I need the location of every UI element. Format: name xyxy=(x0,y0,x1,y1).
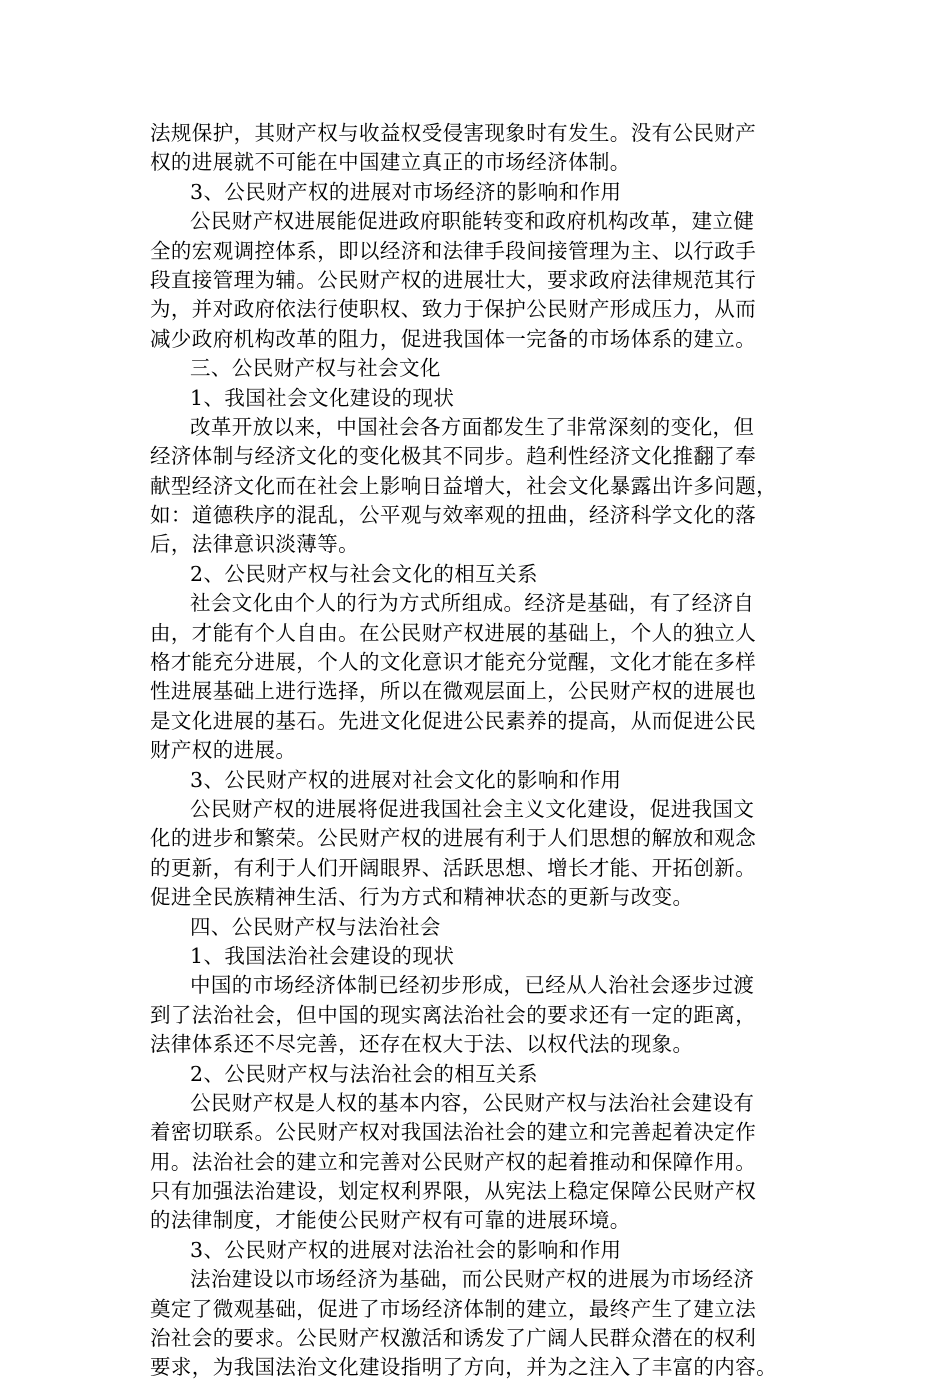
text-line: 2、公民财产权与法治社会的相互关系 xyxy=(190,1061,538,1086)
text-line: 公民财产权的进展将促进我国社会主义文化建设，促进我国文 xyxy=(190,796,755,821)
text-line: 3、公民财产权的进展对社会文化的影响和作用 xyxy=(190,767,622,792)
text-line: 全的宏观调控体系，即以经济和法律手段间接管理为主、以行政手 xyxy=(150,238,757,263)
text-line: 到了法治社会，但中国的现实离法治社会的要求还有一定的距离， xyxy=(150,1002,757,1027)
text-line: 奠定了微观基础，促进了市场经济体制的建立，最终产生了建立法 xyxy=(150,1296,757,1321)
text-line: 中国的市场经济体制已经初步形成，已经从人治社会逐步过渡 xyxy=(190,973,755,998)
text-line: 三、公民财产权与社会文化 xyxy=(190,356,441,381)
text-line: 法规保护，其财产权与收益权受侵害现象时有发生。没有公民财产 xyxy=(150,121,757,145)
text-line: 四、公民财产权与法治社会 xyxy=(190,914,441,939)
text-line: 的法律制度，才能使公民财产权有可靠的进展环境。 xyxy=(150,1208,631,1233)
text-line: 是文化进展的基石。先进文化促进公民素养的提高，从而促进公民 xyxy=(150,708,757,733)
text-line: 3、公民财产权的进展对市场经济的影响和作用 xyxy=(190,179,622,204)
text-line: 性进展基础上进行选择，所以在微观层面上，公民财产权的进展也 xyxy=(150,679,757,704)
text-line: 如：道德秩序的混乱，公平观与效率观的扭曲，经济科学文化的落 xyxy=(150,503,757,528)
text-line: 1、我国社会文化建设的现状 xyxy=(190,385,455,410)
text-line: 改革开放以来，中国社会各方面都发生了非常深刻的变化，但 xyxy=(190,414,755,439)
text-line: 献型经济文化而在社会上影响日益增大，社会文化暴露出许多问题， xyxy=(150,473,777,498)
text-line: 1、我国法治社会建设的现状 xyxy=(190,943,455,968)
text-line: 为，并对政府依法行使职权、致力于保护公民财产形成压力，从而 xyxy=(150,297,757,322)
document-body xyxy=(150,119,810,1383)
text-line: 公民财产权进展能促进政府职能转变和政府机构改革，建立健 xyxy=(190,209,755,234)
text-line: 治社会的要求。公民财产权激活和诱发了广阔人民群众潜在的权利 xyxy=(150,1326,757,1351)
text-line: 化的进步和繁荣。公民财产权的进展有利于人们思想的解放和观念 xyxy=(150,826,757,851)
text-line: 段直接管理为辅。公民财产权的进展壮大，要求政府法律规范其行 xyxy=(150,267,757,292)
text-line: 权的进展就不可能在中国建立真正的市场经济体制。 xyxy=(150,150,631,175)
text-line: 法律体系还不尽完善，还存在权大于法、以权代法的现象。 xyxy=(150,1032,694,1057)
text-line: 公民财产权是人权的基本内容，公民财产权与法治社会建设有 xyxy=(190,1090,755,1115)
text-line: 促进全民族精神生活、行为方式和精神状态的更新与改变。 xyxy=(150,885,694,910)
text-line: 着密切联系。公民财产权对我国法治社会的建立和完善起着决定作 xyxy=(150,1120,757,1145)
text-line: 财产权的进展。 xyxy=(150,738,297,763)
text-line: 社会文化由个人的行为方式所组成。经济是基础，有了经济自 xyxy=(190,591,755,616)
text-line: 格才能充分进展，个人的文化意识才能充分觉醒，文化才能在多样 xyxy=(150,650,757,675)
text-line: 经济体制与经济文化的变化极其不同步。趋利性经济文化推翻了奉 xyxy=(150,444,757,469)
text-line: 减少政府机构改革的阻力，促进我国体一完备的市场体系的建立。 xyxy=(150,326,757,351)
text-line: 的更新，有利于人们开阔眼界、活跃思想、增长才能、开拓创新。 xyxy=(150,855,757,880)
text-line: 2、公民财产权与社会文化的相互关系 xyxy=(190,561,538,586)
text-line: 要求，为我国法治文化建设指明了方向，并为之注入了丰富的内容。 xyxy=(150,1355,777,1380)
text-line: 用。法治社会的建立和完善对公民财产权的起着推动和保障作用。 xyxy=(150,1149,757,1174)
text-line: 法治建设以市场经济为基础，而公民财产权的进展为市场经济 xyxy=(190,1267,755,1292)
text-line: 只有加强法治建设，划定权利界限，从宪法上稳定保障公民财产权 xyxy=(150,1179,757,1204)
text-line: 由，才能有个人自由。在公民财产权进展的基础上，个人的独立人 xyxy=(150,620,757,645)
text-line: 3、公民财产权的进展对法治社会的影响和作用 xyxy=(190,1237,622,1262)
text-line: 后，法律意识淡薄等。 xyxy=(150,532,359,557)
